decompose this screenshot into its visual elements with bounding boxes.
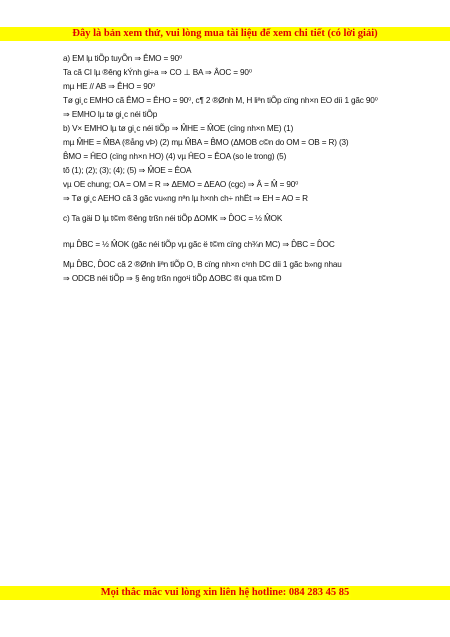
solution-line: ⇒ ODCB néi tiÕp ⇒ § êng trßn ngo¹i tiÕp ΔOBC ®i qua t©m D xyxy=(63,274,282,283)
solution-line: vµ OE chung; OA = OM = R ⇒ ΔEMO = ΔEAO (cgc) ⇒ Â = M̂ = 90⁰ xyxy=(63,180,299,189)
preview-notice-text: Đây là bản xem thử, vui lòng mua tài liệu để xem chi tiết (có lời giải) xyxy=(72,28,378,39)
solution-line: B̂MO = ĤEO (cïng nh×n HO) (4) vµ ĤEO = ÊOA (so le trong) (5) xyxy=(63,152,287,161)
solution-line: Ta cã CI lµ ®êng kÝnh gi÷a ⇒ CO ⊥ BA ⇒ ÂOC = 90⁰ xyxy=(63,68,252,77)
solution-line: b) V× EMHO lµ tø gi¸c néi tiÕp ⇒ M̂HE = M̂OE (cïng nh×n ME) (1) xyxy=(63,124,294,133)
hotline-notice-banner xyxy=(0,586,450,600)
solution-body xyxy=(63,52,423,286)
hotline-notice-text: Mọi thắc mắc vui lòng xin liên hệ hotline: 084 283 45 85 xyxy=(100,587,350,598)
solution-line: a) EM lµ tiÕp tuyÕn ⇒ ÊMO = 90⁰ xyxy=(63,54,183,63)
solution-line: ⇒ Tø gi¸c AEHO cã 3 gãc vu«ng nªn lµ h×nh ch÷ nhËt ⇒ EH = AO = R xyxy=(63,194,308,203)
solution-line: mµ M̂HE = M̂BA (®ång vÞ) (2) mµ M̂BA = B̂MO (ΔMOB c©n do OM = OB = R) (3) xyxy=(63,138,349,147)
preview-notice-banner xyxy=(0,27,450,41)
solution-line: Mµ D̂BC, D̂OC cã 2 ®Ønh liªn tiÕp O, B cïng nh×n c¹nh DC díi 1 gãc b»ng nhau xyxy=(63,260,342,269)
solution-line: Tø gi¸c EMHO cã ÊMO = ÊHO = 90⁰, c¶ 2 ®Ønh M, H liªn tiÕp cïng nh×n EO díi 1 gãc 90⁰ xyxy=(63,96,378,105)
solution-line: mµ D̂BC = ½ M̂OK (gãc néi tiÕp vµ gãc ë t©m cïng ch¾n MC) ⇒ D̂BC = D̂OC xyxy=(63,240,335,249)
solution-line: tõ (1); (2); (3); (4); (5) ⇒ M̂OE = ÊOA xyxy=(63,166,192,175)
solution-line: ⇒ EMHO lµ tø gi¸c néi tiÕp xyxy=(63,110,158,119)
solution-line: mµ HE // AB ⇒ ÊHO = 90⁰ xyxy=(63,82,156,91)
solution-line: c) Ta gäi D lµ t©m ®êng trßn néi tiÕp ΔOMK ⇒ D̂OC = ½ M̂OK xyxy=(63,214,283,223)
